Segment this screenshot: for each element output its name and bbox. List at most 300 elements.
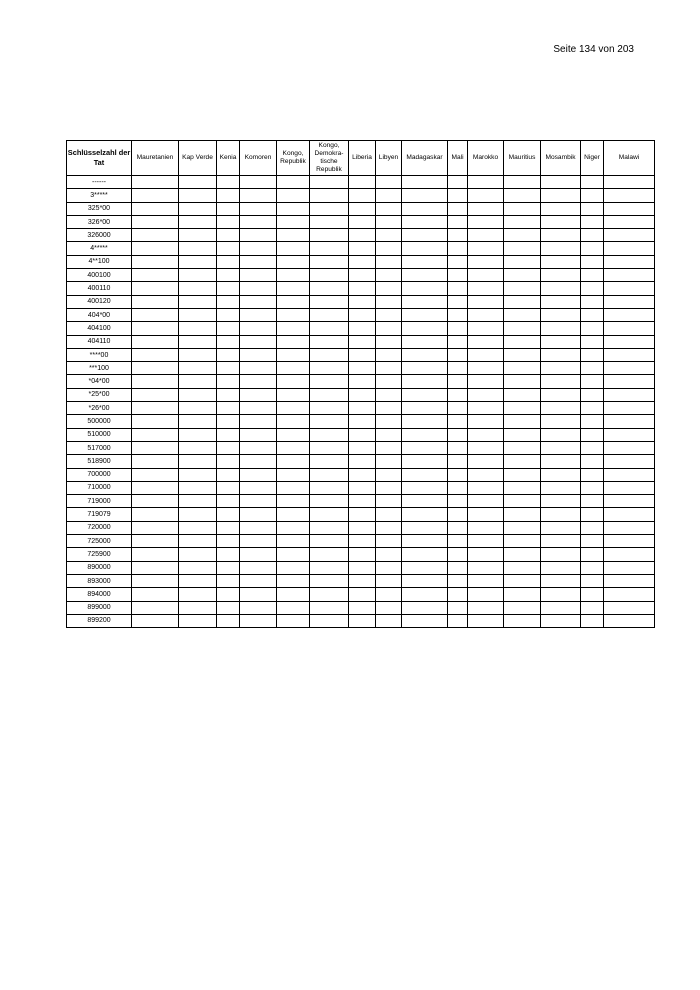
value-cell — [402, 282, 448, 295]
value-cell — [376, 189, 402, 202]
value-cell — [581, 189, 604, 202]
value-cell — [402, 588, 448, 601]
value-cell — [402, 215, 448, 228]
value-cell — [349, 375, 376, 388]
value-cell — [604, 348, 655, 361]
country-column-header: Kenia — [217, 141, 240, 176]
value-cell — [376, 588, 402, 601]
value-cell — [132, 614, 179, 627]
key-cell: 400110 — [67, 282, 132, 295]
value-cell — [468, 481, 504, 494]
value-cell — [240, 388, 277, 401]
value-cell — [132, 495, 179, 508]
value-cell — [179, 402, 217, 415]
value-cell — [504, 455, 541, 468]
value-cell — [349, 189, 376, 202]
value-cell — [448, 441, 468, 454]
value-cell — [604, 308, 655, 321]
value-cell — [448, 495, 468, 508]
table-row — [67, 508, 655, 521]
value-cell — [448, 255, 468, 268]
value-cell — [310, 588, 349, 601]
value-cell — [376, 521, 402, 534]
value-cell — [604, 269, 655, 282]
value-cell — [217, 428, 240, 441]
value-cell — [504, 402, 541, 415]
value-cell — [179, 574, 217, 587]
table-row — [67, 229, 655, 242]
value-cell — [310, 495, 349, 508]
value-cell — [402, 508, 448, 521]
value-cell — [376, 455, 402, 468]
value-cell — [310, 521, 349, 534]
table-row — [67, 375, 655, 388]
value-cell — [541, 588, 581, 601]
value-cell — [217, 535, 240, 548]
value-cell — [179, 468, 217, 481]
value-cell — [581, 521, 604, 534]
value-cell — [468, 402, 504, 415]
value-cell — [277, 614, 310, 627]
value-cell — [376, 308, 402, 321]
value-cell — [448, 415, 468, 428]
value-cell — [132, 176, 179, 189]
value-cell — [179, 362, 217, 375]
value-cell — [240, 521, 277, 534]
country-column-header: Marokko — [468, 141, 504, 176]
value-cell — [504, 269, 541, 282]
value-cell — [277, 308, 310, 321]
table-row — [67, 215, 655, 228]
value-cell — [376, 269, 402, 282]
value-cell — [402, 415, 448, 428]
value-cell — [376, 176, 402, 189]
country-column-header: Kongo, Demokra-tische Republik — [310, 141, 349, 176]
value-cell — [240, 455, 277, 468]
value-cell — [310, 415, 349, 428]
value-cell — [277, 295, 310, 308]
value-cell — [132, 535, 179, 548]
value-cell — [541, 535, 581, 548]
value-cell — [604, 495, 655, 508]
value-cell — [217, 574, 240, 587]
value-cell — [448, 215, 468, 228]
value-cell — [504, 322, 541, 335]
table-row — [67, 388, 655, 401]
table-row — [67, 521, 655, 534]
table-row — [67, 574, 655, 587]
country-column-header: Mali — [448, 141, 468, 176]
value-cell — [310, 282, 349, 295]
value-cell — [310, 269, 349, 282]
value-cell — [448, 535, 468, 548]
value-cell — [541, 322, 581, 335]
value-cell — [132, 295, 179, 308]
value-cell — [448, 548, 468, 561]
value-cell — [402, 428, 448, 441]
value-cell — [132, 322, 179, 335]
value-cell — [277, 362, 310, 375]
value-cell — [402, 229, 448, 242]
value-cell — [310, 375, 349, 388]
value-cell — [240, 481, 277, 494]
value-cell — [604, 428, 655, 441]
value-cell — [448, 335, 468, 348]
value-cell — [132, 255, 179, 268]
value-cell — [448, 202, 468, 215]
country-column-header: Malawi — [604, 141, 655, 176]
value-cell — [468, 415, 504, 428]
key-cell: 517000 — [67, 441, 132, 454]
value-cell — [132, 508, 179, 521]
value-cell — [179, 601, 217, 614]
value-cell — [504, 242, 541, 255]
value-cell — [468, 335, 504, 348]
value-cell — [504, 362, 541, 375]
value-cell — [240, 441, 277, 454]
value-cell — [349, 415, 376, 428]
value-cell — [504, 468, 541, 481]
value-cell — [376, 441, 402, 454]
value-cell — [132, 455, 179, 468]
value-cell — [604, 468, 655, 481]
value-cell — [468, 588, 504, 601]
value-cell — [179, 375, 217, 388]
value-cell — [132, 441, 179, 454]
value-cell — [581, 548, 604, 561]
value-cell — [217, 335, 240, 348]
value-cell — [240, 574, 277, 587]
value-cell — [277, 269, 310, 282]
value-cell — [504, 388, 541, 401]
value-cell — [604, 574, 655, 587]
value-cell — [217, 322, 240, 335]
table-row — [67, 282, 655, 295]
value-cell — [468, 428, 504, 441]
value-cell — [402, 295, 448, 308]
value-cell — [310, 481, 349, 494]
value-cell — [349, 322, 376, 335]
value-cell — [604, 215, 655, 228]
value-cell — [132, 348, 179, 361]
value-cell — [448, 508, 468, 521]
value-cell — [310, 508, 349, 521]
key-cell: *04*00 — [67, 375, 132, 388]
value-cell — [132, 282, 179, 295]
value-cell — [310, 229, 349, 242]
value-cell — [448, 242, 468, 255]
value-cell — [179, 189, 217, 202]
value-cell — [581, 601, 604, 614]
value-cell — [541, 441, 581, 454]
value-cell — [376, 202, 402, 215]
value-cell — [240, 176, 277, 189]
value-cell — [504, 601, 541, 614]
value-cell — [240, 282, 277, 295]
value-cell — [541, 415, 581, 428]
value-cell — [310, 561, 349, 574]
value-cell — [468, 229, 504, 242]
value-cell — [217, 282, 240, 295]
value-cell — [468, 441, 504, 454]
value-cell — [541, 375, 581, 388]
value-cell — [448, 229, 468, 242]
value-cell — [581, 229, 604, 242]
value-cell — [541, 455, 581, 468]
value-cell — [132, 521, 179, 534]
statistics-table — [66, 140, 655, 628]
value-cell — [402, 441, 448, 454]
value-cell — [179, 548, 217, 561]
table-row — [67, 242, 655, 255]
value-cell — [402, 269, 448, 282]
value-cell — [581, 428, 604, 441]
value-cell — [132, 561, 179, 574]
value-cell — [402, 308, 448, 321]
value-cell — [468, 561, 504, 574]
value-cell — [504, 282, 541, 295]
value-cell — [448, 402, 468, 415]
value-cell — [581, 535, 604, 548]
value-cell — [402, 375, 448, 388]
value-cell — [217, 415, 240, 428]
value-cell — [541, 548, 581, 561]
value-cell — [402, 495, 448, 508]
value-cell — [349, 229, 376, 242]
value-cell — [240, 402, 277, 415]
value-cell — [179, 495, 217, 508]
value-cell — [217, 455, 240, 468]
value-cell — [277, 548, 310, 561]
value-cell — [349, 548, 376, 561]
page-number: Seite 134 von 203 — [553, 44, 634, 55]
value-cell — [604, 441, 655, 454]
key-cell: 719000 — [67, 495, 132, 508]
value-cell — [468, 202, 504, 215]
value-cell — [504, 481, 541, 494]
value-cell — [504, 441, 541, 454]
value-cell — [468, 255, 504, 268]
value-cell — [541, 229, 581, 242]
value-cell — [132, 335, 179, 348]
value-cell — [349, 535, 376, 548]
value-cell — [310, 255, 349, 268]
key-cell: ***100 — [67, 362, 132, 375]
value-cell — [179, 455, 217, 468]
value-cell — [132, 481, 179, 494]
value-cell — [310, 242, 349, 255]
value-cell — [132, 269, 179, 282]
value-cell — [581, 415, 604, 428]
value-cell — [402, 601, 448, 614]
key-cell: 500000 — [67, 415, 132, 428]
value-cell — [604, 362, 655, 375]
value-cell — [240, 535, 277, 548]
value-cell — [240, 348, 277, 361]
value-cell — [179, 535, 217, 548]
value-cell — [132, 428, 179, 441]
value-cell — [402, 402, 448, 415]
value-cell — [179, 295, 217, 308]
value-cell — [310, 189, 349, 202]
key-cell: 890000 — [67, 561, 132, 574]
value-cell — [179, 202, 217, 215]
key-cell: 404110 — [67, 335, 132, 348]
value-cell — [277, 428, 310, 441]
value-cell — [277, 335, 310, 348]
value-cell — [277, 242, 310, 255]
key-cell: 510000 — [67, 428, 132, 441]
value-cell — [217, 375, 240, 388]
value-cell — [349, 441, 376, 454]
key-cell: 404100 — [67, 322, 132, 335]
value-cell — [504, 375, 541, 388]
value-cell — [581, 255, 604, 268]
value-cell — [581, 508, 604, 521]
value-cell — [468, 535, 504, 548]
value-cell — [376, 561, 402, 574]
value-cell — [310, 428, 349, 441]
value-cell — [468, 468, 504, 481]
value-cell — [310, 468, 349, 481]
value-cell — [217, 176, 240, 189]
value-cell — [604, 282, 655, 295]
value-cell — [179, 308, 217, 321]
value-cell — [604, 548, 655, 561]
value-cell — [132, 362, 179, 375]
value-cell — [277, 441, 310, 454]
key-cell: 404*00 — [67, 308, 132, 321]
key-cell: 326000 — [67, 229, 132, 242]
value-cell — [179, 322, 217, 335]
value-cell — [240, 375, 277, 388]
value-cell — [604, 614, 655, 627]
value-cell — [349, 176, 376, 189]
value-cell — [448, 574, 468, 587]
value-cell — [581, 375, 604, 388]
value-cell — [277, 375, 310, 388]
value-cell — [240, 335, 277, 348]
value-cell — [541, 215, 581, 228]
table-row — [67, 548, 655, 561]
value-cell — [376, 535, 402, 548]
value-cell — [604, 375, 655, 388]
value-cell — [504, 415, 541, 428]
value-cell — [349, 402, 376, 415]
value-cell — [179, 255, 217, 268]
value-cell — [376, 282, 402, 295]
value-cell — [349, 601, 376, 614]
value-cell — [468, 269, 504, 282]
value-cell — [504, 295, 541, 308]
value-cell — [277, 229, 310, 242]
value-cell — [504, 561, 541, 574]
value-cell — [132, 415, 179, 428]
value-cell — [541, 189, 581, 202]
table-row — [67, 495, 655, 508]
value-cell — [541, 282, 581, 295]
value-cell — [376, 402, 402, 415]
value-cell — [448, 362, 468, 375]
value-cell — [349, 561, 376, 574]
value-cell — [349, 362, 376, 375]
value-cell — [277, 322, 310, 335]
value-cell — [604, 481, 655, 494]
value-cell — [402, 468, 448, 481]
value-cell — [240, 215, 277, 228]
value-cell — [402, 535, 448, 548]
value-cell — [240, 202, 277, 215]
value-cell — [349, 242, 376, 255]
value-cell — [541, 428, 581, 441]
value-cell — [217, 308, 240, 321]
value-cell — [376, 229, 402, 242]
key-column-header: Schlüsselzahl der Tat — [67, 141, 132, 176]
value-cell — [448, 388, 468, 401]
value-cell — [402, 176, 448, 189]
value-cell — [179, 428, 217, 441]
value-cell — [217, 202, 240, 215]
key-cell: 899000 — [67, 601, 132, 614]
value-cell — [581, 481, 604, 494]
table-row — [67, 308, 655, 321]
key-cell: ------ — [67, 176, 132, 189]
value-cell — [217, 495, 240, 508]
value-cell — [402, 335, 448, 348]
value-cell — [376, 242, 402, 255]
value-cell — [541, 402, 581, 415]
value-cell — [277, 601, 310, 614]
value-cell — [349, 468, 376, 481]
value-cell — [217, 441, 240, 454]
value-cell — [179, 269, 217, 282]
value-cell — [277, 521, 310, 534]
value-cell — [504, 428, 541, 441]
value-cell — [132, 375, 179, 388]
value-cell — [217, 561, 240, 574]
value-cell — [277, 588, 310, 601]
value-cell — [349, 269, 376, 282]
value-cell — [240, 308, 277, 321]
table-row — [67, 614, 655, 627]
value-cell — [179, 282, 217, 295]
country-column-header: Kap Verde — [179, 141, 217, 176]
value-cell — [277, 388, 310, 401]
value-cell — [468, 521, 504, 534]
key-cell: 893000 — [67, 574, 132, 587]
value-cell — [541, 481, 581, 494]
key-cell: *25*00 — [67, 388, 132, 401]
value-cell — [581, 335, 604, 348]
value-cell — [402, 242, 448, 255]
value-cell — [581, 402, 604, 415]
value-cell — [468, 308, 504, 321]
value-cell — [217, 481, 240, 494]
value-cell — [541, 335, 581, 348]
value-cell — [310, 362, 349, 375]
table-row — [67, 588, 655, 601]
value-cell — [277, 176, 310, 189]
value-cell — [349, 348, 376, 361]
value-cell — [132, 574, 179, 587]
value-cell — [448, 521, 468, 534]
value-cell — [376, 468, 402, 481]
key-cell: 899200 — [67, 614, 132, 627]
value-cell — [217, 601, 240, 614]
key-cell: 518900 — [67, 455, 132, 468]
table-row — [67, 535, 655, 548]
value-cell — [604, 521, 655, 534]
